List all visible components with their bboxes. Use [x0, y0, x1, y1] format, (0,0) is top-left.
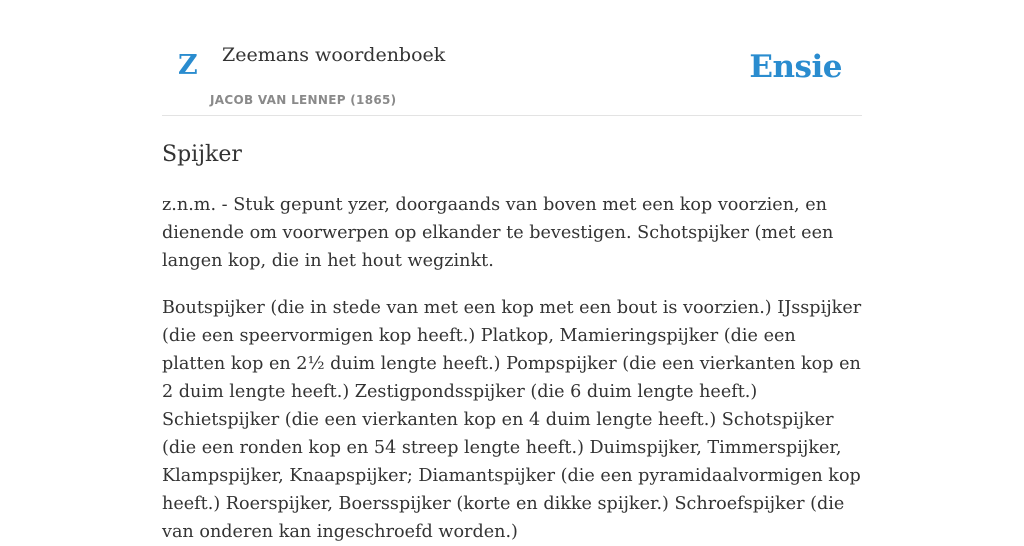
definition-paragraph: Boutspijker (die in stede van met een kop met een bout is voorzien.) IJsspijker (die een speervormigen kop heeft.) Platkop, Mamieringspijker (die een platten kop en 2½ duim lengte heeft.) Pompspijker (die een vierkanten kop en 2 duim lengte heeft.) Zestigpondsspijker (die 6 duim lengte heeft.) Schietspijker (die een vierkanten kop en 4 duim lengte heeft.) Schotspijker (die een ronden kop en 54 streep lengte heeft.) Duimspijker, Timmerspijker, Klampspijker, Knaapspijker; Diamantspijker (die een pyramidaalvormigen kop heeft.) Roerspijker, Boersspijker (korte en dikke spijker.) Schroefspijker (die van onderen kan ingeschroefd worden.): [162, 298, 862, 542]
header: [162, 0, 862, 116]
entry-definition: [162, 191, 862, 546]
entry-title: Spijker: [162, 142, 242, 167]
dictionary-logo-icon[interactable]: Z: [178, 50, 198, 81]
dictionary-author: JACOB VAN LENNEP (1865): [210, 93, 397, 107]
definition-paragraph: z.n.m. - Stuk gepunt yzer, doorgaands van boven met een kop voorzien, en dienende om voorwerpen op elkander te bevestigen. Schotspijker (met een langen kop, die in het hout wegzinkt.: [162, 195, 834, 271]
content-container: [162, 0, 862, 546]
dictionary-title[interactable]: Zeemans woordenboek: [222, 44, 446, 66]
brand-logo[interactable]: Ensie: [749, 49, 842, 85]
